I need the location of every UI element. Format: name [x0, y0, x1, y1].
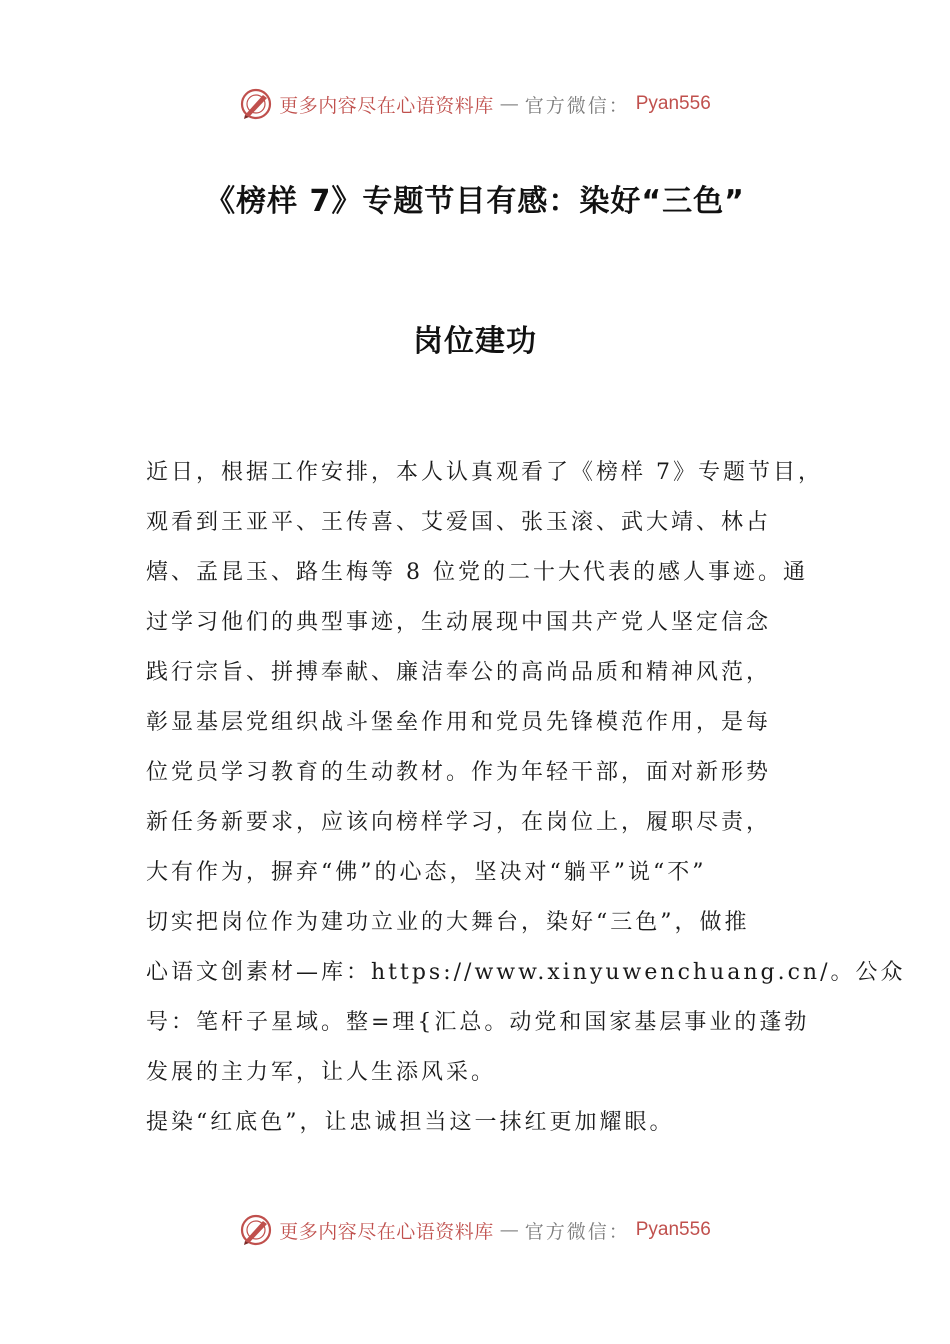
body-line: 彰显基层党组织战斗堡垒作用和党员先锋模范作用，是每 [146, 710, 772, 735]
banner-wechat-label: 官方微信： [524, 1220, 630, 1243]
banner-wechat-id: Pyan556 [635, 93, 711, 114]
pen-circle-logo-icon [239, 87, 273, 121]
body-line-subheading: 提染“红底色”，让忠诚担当这一抹红更加耀眼。 [146, 1110, 675, 1135]
body-line: 发展的主力军，让人生添风采。 [146, 1060, 497, 1085]
banner-library-text: 更多内容尽在心语资料库 [279, 1220, 494, 1243]
document-title-line-1: 《榜样 7》专题节目有感：染好“三色” [205, 184, 745, 219]
document-body [146, 448, 906, 1148]
body-line: 切实把岗位作为建功立业的大舞台，染好“三色”，做推 [146, 910, 750, 935]
footer-banner [0, 1210, 950, 1250]
body-line: 近日，根据工作安排，本人认真观看了《榜样 7》专题节目， [146, 460, 823, 485]
body-line-with-url: 心语文创素材—库：https://www.xinyuwenchuang.cn/。公众 [146, 960, 906, 985]
banner-dash: — [499, 1219, 519, 1241]
body-line: 观看到王亚平、王传喜、艾爱国、张玉滚、武大靖、林占 [146, 510, 772, 535]
body-line: 新任务新要求，应该向榜样学习，在岗位上，履职尽责， [146, 810, 772, 835]
header-banner [0, 84, 950, 124]
banner-library-text: 更多内容尽在心语资料库 [279, 94, 494, 117]
banner-wechat-label: 官方微信： [524, 94, 630, 117]
body-line: 践行宗旨、拼搏奉献、廉洁奉公的高尚品质和精神风范， [146, 660, 772, 685]
body-line: 位党员学习教育的生动教材。作为年轻干部，面对新形势 [146, 760, 772, 785]
banner-wechat-id: Pyan556 [635, 1219, 711, 1240]
body-line: 号：笔杆子星域。整=理{汇总。动党和国家基层事业的蓬勃 [146, 1010, 810, 1035]
document-title-line-2: 岗位建功 [413, 324, 537, 359]
body-line: 熺、孟昆玉、路生梅等 8 位党的二十大代表的感人事迹。通 [146, 560, 808, 585]
body-line: 过学习他们的典型事迹，生动展现中国共产党人坚定信念 [146, 610, 772, 635]
banner-dash: — [499, 93, 519, 115]
pen-circle-logo-icon [239, 1213, 273, 1247]
body-line: 大有作为，摒弃“佛”的心态，坚决对“躺平”说“不” [146, 860, 707, 885]
